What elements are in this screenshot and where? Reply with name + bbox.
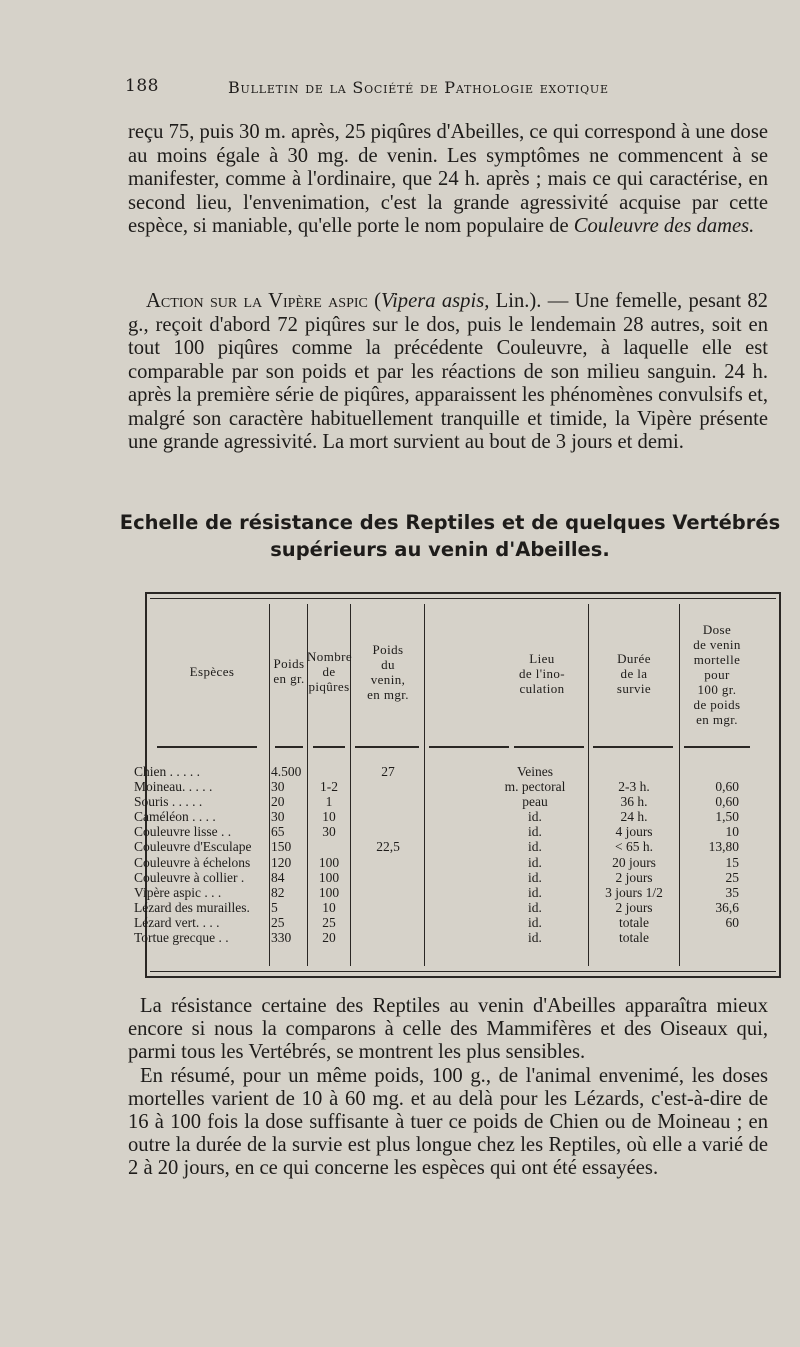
header-venom-line: du <box>381 657 395 672</box>
cell-species: Couleuvre à échelons <box>134 854 251 870</box>
cell-lethal: 0,60 <box>715 794 739 810</box>
cell-lethal: 10 <box>725 824 739 840</box>
page-number: 188 <box>125 76 159 96</box>
column-divider <box>350 604 351 966</box>
cell-species: Couleuvre d'Esculape <box>134 839 252 855</box>
cell-stings <box>307 839 351 854</box>
cell-duration: 36 h. <box>620 794 648 810</box>
header-lethal-line: 100 gr. <box>697 682 737 697</box>
cell-lethal: 13,80 <box>708 839 739 855</box>
cell-stings: 1-2 <box>320 779 338 795</box>
header-rule <box>355 746 419 748</box>
header-rule <box>514 746 584 748</box>
column-site <box>477 764 593 945</box>
column-duration <box>588 764 680 945</box>
cell-duration: totale <box>619 930 649 946</box>
cell-venom <box>350 885 426 900</box>
header-duration <box>588 651 680 696</box>
cell-duration: 20 jours <box>612 854 656 870</box>
header-stings-line: de <box>322 664 336 679</box>
header-lethal-line: pour <box>704 667 730 682</box>
header-stings-line: piqûres <box>308 679 350 694</box>
cell-duration <box>588 764 680 779</box>
cell-stings: 100 <box>318 854 340 870</box>
cell-weight: 5 <box>271 899 278 915</box>
header-venom-line: venin, <box>370 672 406 687</box>
column-stings <box>307 764 351 945</box>
cell-site: Veines <box>517 764 553 779</box>
header-lethal-line: de poids <box>693 697 741 712</box>
header-rule <box>157 746 257 748</box>
cell-site: id. <box>528 884 542 900</box>
cell-lethal: 0,60 <box>715 779 739 795</box>
paren-open: ( <box>367 290 382 312</box>
cell-site: id. <box>528 914 542 930</box>
cell-lethal: 36,6 <box>715 899 739 915</box>
cell-venom: 27 <box>381 764 395 779</box>
cell-site: id. <box>528 854 542 870</box>
cell-venom <box>350 855 426 870</box>
header-venom-line: en mgr. <box>367 687 409 702</box>
header-venom <box>350 642 426 702</box>
cell-duration: 2 jours <box>615 899 653 915</box>
header-lethal-line: Dose <box>702 622 732 637</box>
cell-duration: 2-3 h. <box>618 779 650 795</box>
header-duration-line: de la <box>620 666 648 681</box>
header-site-line: culation <box>519 681 565 696</box>
header-weight-line: en gr. <box>273 671 305 686</box>
paragraph-1 <box>128 121 768 239</box>
column-divider <box>269 604 270 966</box>
cell-weight: 84 <box>271 869 285 885</box>
paragraph-1-text: reçu 75, puis 30 m. après, 25 piqûres d'Abeilles, ce qui correspond à une dose au moins égale à 30 mg. de venin. Les symptômes ne commencent à se manifester, comme à l'ordinaire, que 24 h. après ; mais ce qui caractérise, en second lieu, l'envenimation, c'est la grande agressivité acquise par cette espèce, si maniable, qu'elle porte le nom populaire de <box>128 121 768 237</box>
cell-weight: 30 <box>271 779 285 795</box>
cell-duration: 2 jours <box>615 869 653 885</box>
paragraph-4-text: En résumé, pour un même poids, 100 g., de l'animal envenimé, les doses mortelles varient de 10 à 60 mg. et au delà pour les Lézards, c'est-à-dire de 16 à 100 fois la dose suffisante à tuer ce poids de Chien ou de Moineau ; en outre la durée de la survie est plus longue chez les Reptiles, où elle a varié de 2 à 20 jours, en ce qui concerne les espèces qui ont été essayées. <box>128 1064 768 1180</box>
cell-site: id. <box>528 809 542 825</box>
cell-venom <box>350 900 426 915</box>
header-rule <box>313 746 345 748</box>
caption-line-1: Echelle de résistance des Reptiles et de quelques Vertébrés <box>119 511 781 534</box>
header-weight <box>269 656 309 686</box>
header-species: Espèces <box>189 664 235 679</box>
cell-species: Couleuvre à collier . <box>134 869 245 885</box>
cell-weight: 65 <box>271 824 285 840</box>
cell-weight: 30 <box>271 809 285 825</box>
cell-stings: 1 <box>325 794 333 810</box>
cell-venom <box>350 930 426 945</box>
paragraph-2-text: Une femelle, pesant 82 g., reçoit d'abord 72 piqûres sur le dos, puis le lendemain 28 autres, soit en tout 100 piqûres comme la précédente Couleuvre, à laquelle elle est comparable par son poids et par les réactions de son milieu sanguin. 24 h. après la première série de piqûres, apparaissent les phénomènes convulsifs et, malgré son caractère habituellement tranquille et timide, la Vipère présente une grande agressivité. La mort survient au bout de 3 jours et demi. <box>128 290 768 453</box>
cell-species: Souris . . . . . <box>134 794 203 810</box>
cell-stings: 10 <box>322 809 336 825</box>
header-duration-line: survie <box>616 681 652 696</box>
header-lethal-line: mortelle <box>693 652 741 667</box>
paragraph-3-text: La résistance certaine des Reptiles au venin d'Abeilles apparaîtra mieux encore si nous la comparons à celle des Mammifères et des Oiseaux qui, parmi tous les Vertébrés, se montrent les plus sensibles. <box>128 995 768 1064</box>
header-site-line: de l'ino- <box>518 666 565 681</box>
cell-stings: 100 <box>318 884 340 900</box>
cell-stings: 30 <box>322 824 336 840</box>
cell-site: id. <box>528 869 542 885</box>
cell-weight: 25 <box>271 914 285 930</box>
column-divider <box>679 604 680 966</box>
cell-weight: 330 <box>271 930 292 946</box>
cell-venom <box>350 915 426 930</box>
cell-weight: 4.500 <box>271 764 302 779</box>
header-weight-line: Poids <box>273 656 305 671</box>
column-divider <box>307 604 308 966</box>
cell-species: Lézard des murailles. <box>134 899 250 915</box>
cell-venom <box>350 824 426 839</box>
header-duration-line: Durée <box>617 651 651 666</box>
cell-venom <box>350 779 426 794</box>
cell-species: Lézard vert. . . . <box>134 914 220 930</box>
cell-species: Vipère aspic . . . <box>134 884 222 900</box>
cell-venom <box>350 794 426 809</box>
cell-lethal <box>679 764 739 779</box>
cell-stings: 20 <box>322 930 336 946</box>
cell-lethal: 15 <box>725 854 739 870</box>
cell-weight: 82 <box>271 884 285 900</box>
cell-stings: 10 <box>322 899 336 915</box>
cell-lethal <box>679 930 739 945</box>
cell-site: id. <box>528 839 542 855</box>
column-lethal <box>679 764 739 945</box>
cell-venom <box>350 809 426 824</box>
cell-site: id. <box>528 930 542 946</box>
header-stings <box>307 649 351 694</box>
header-site-line: Lieu <box>529 651 555 666</box>
cell-weight: 150 <box>271 839 292 855</box>
cell-weight: 20 <box>271 794 285 810</box>
cell-stings <box>307 764 351 779</box>
header-lethal-line: en mgr. <box>696 712 738 727</box>
cell-duration: < 65 h. <box>615 839 653 855</box>
cell-duration: totale <box>619 914 649 930</box>
header-rule <box>429 746 509 748</box>
species-name: Vipera aspis, <box>381 290 490 312</box>
cell-duration: 4 jours <box>615 824 653 840</box>
cell-duration: 3 jours 1/2 <box>605 884 663 900</box>
header-venom-line: Poids <box>372 642 404 657</box>
cell-species: Couleuvre lisse . . <box>134 824 232 840</box>
paragraph-1-italic: Couleuvre des dames. <box>573 215 755 237</box>
cell-weight: 120 <box>271 854 292 870</box>
column-weight <box>271 764 307 945</box>
header-lethal-line: de venin <box>693 637 741 652</box>
running-title: Bulletin de la Société de Pathologie exotique <box>228 78 609 97</box>
paragraph-2 <box>128 290 768 455</box>
column-venom <box>350 764 426 945</box>
column-divider <box>588 604 589 966</box>
cell-lethal: 60 <box>725 914 739 930</box>
cell-site: peau <box>522 794 548 810</box>
caption-line-2: supérieurs au venin d'Abeilles. <box>270 538 610 561</box>
cell-lethal: 35 <box>725 884 739 900</box>
header-rule <box>593 746 673 748</box>
cell-site: id. <box>528 899 542 915</box>
cell-lethal: 25 <box>725 869 739 885</box>
cell-species: Chien . . . . . <box>134 764 200 779</box>
species-author: Lin.). — <box>489 290 575 312</box>
cell-site: id. <box>528 824 542 840</box>
header-rule <box>684 746 750 748</box>
cell-venom <box>350 870 426 885</box>
header-stings-line: Nombre <box>307 649 352 664</box>
data-table <box>134 592 781 978</box>
header-rule <box>275 746 303 748</box>
cell-stings: 100 <box>318 869 340 885</box>
cell-species: Caméléon . . . . <box>134 809 216 825</box>
header-site <box>492 651 592 696</box>
cell-site: m. pectoral <box>504 779 566 795</box>
section-heading: Action sur la Vipère aspic <box>146 290 368 312</box>
cell-duration: 24 h. <box>620 809 648 825</box>
cell-stings: 25 <box>322 914 336 930</box>
column-species <box>134 764 269 945</box>
table-caption <box>110 509 790 563</box>
cell-venom: 22,5 <box>376 839 400 855</box>
cell-lethal: 1,50 <box>715 809 739 825</box>
column-divider <box>424 604 425 966</box>
cell-species: Tortue grecque . . <box>134 930 229 946</box>
header-lethal <box>679 622 755 727</box>
cell-species: Moineau. . . . . <box>134 779 213 795</box>
paragraph-3 <box>128 995 768 1181</box>
